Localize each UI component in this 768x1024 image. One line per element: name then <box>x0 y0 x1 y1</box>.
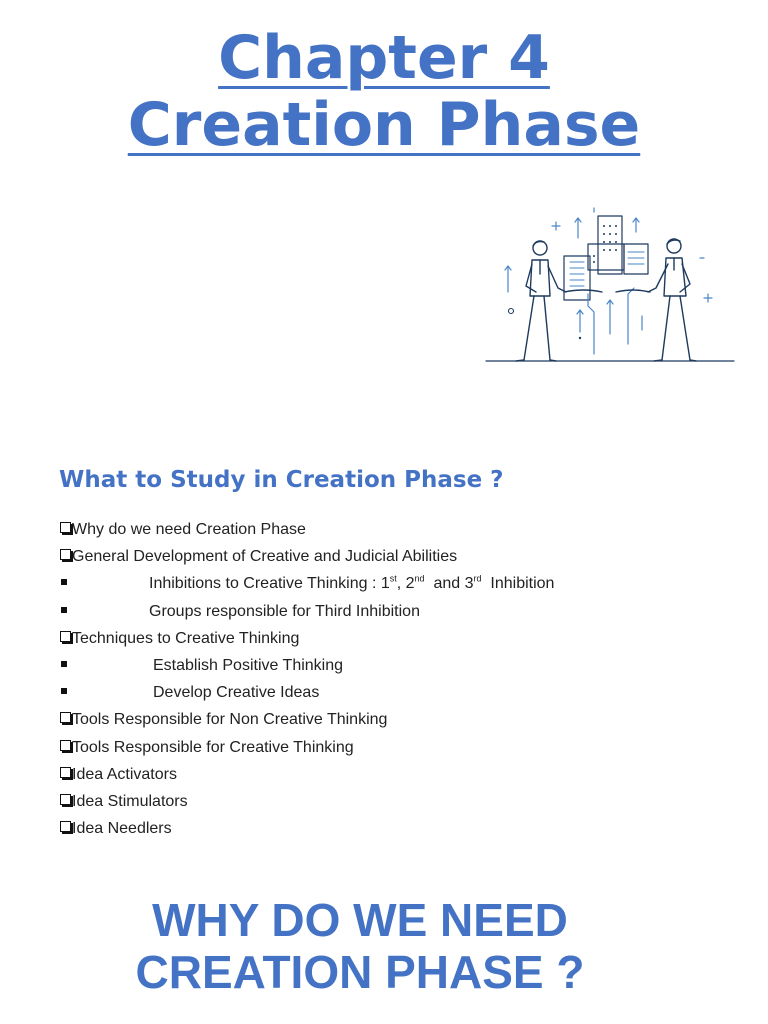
list-item: Tools Responsible for Creative Thinking <box>59 734 457 761</box>
list-item: General Development of Creative and Judicial Abilities <box>59 543 457 570</box>
box-bullet-icon <box>60 740 71 751</box>
box-bullet-icon <box>60 631 71 642</box>
topic-outline <box>59 516 555 842</box>
box-bullet-icon <box>60 549 71 560</box>
section-heading: What to Study in Creation Phase ? <box>59 467 504 493</box>
box-bullet-icon <box>60 794 71 805</box>
square-bullet-icon <box>61 661 67 667</box>
list-item: Idea Activators <box>59 761 457 788</box>
box-bullet-icon <box>60 712 71 723</box>
box-bullet-icon <box>60 522 71 533</box>
square-bullet-icon <box>61 607 67 613</box>
list-item: Idea Needlers <box>59 815 457 842</box>
list-item: Techniques to Creative Thinking <box>59 625 457 652</box>
bottom-heading-line-1: WHY DO WE NEED <box>152 894 568 946</box>
square-bullet-icon <box>61 688 67 694</box>
list-item: Idea Stimulators <box>59 788 457 815</box>
chapter-title-line-2: Creation Phase <box>127 90 641 160</box>
business-handshake-city-illustration <box>484 204 736 366</box>
list-item: Establish Positive Thinking <box>59 652 457 679</box>
box-bullet-icon <box>60 767 71 778</box>
box-bullet-icon <box>60 821 71 832</box>
bottom-heading-line-2: CREATION PHASE ? <box>135 946 585 998</box>
list-item: Develop Creative Ideas <box>59 679 457 706</box>
list-item: Inhibitions to Creative Thinking : 1st, 2nd and 3rd Inhibition <box>59 570 457 597</box>
list-item: Why do we need Creation Phase <box>59 516 457 543</box>
chapter-title-line-1: Chapter 4 <box>218 23 550 93</box>
square-bullet-icon <box>61 579 67 585</box>
list-item: Tools Responsible for Non Creative Thinking <box>59 706 457 733</box>
list-item: Groups responsible for Third Inhibition <box>59 598 457 625</box>
